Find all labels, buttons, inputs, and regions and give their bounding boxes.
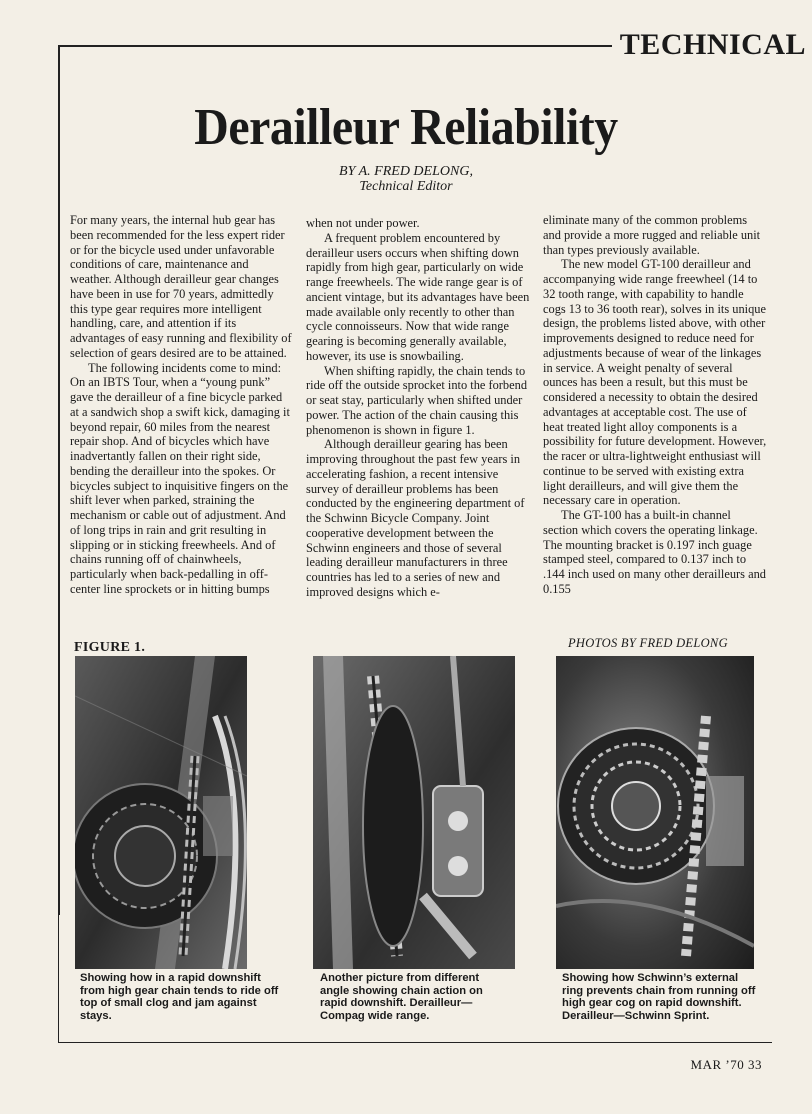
page-folio: MAR ’70 33 <box>690 1057 762 1072</box>
byline-role: Technical Editor <box>359 179 453 194</box>
caption-2: Another picture from different angle showing chain action on rapid downshift. Derailleur—Compag wide range. <box>320 972 483 1022</box>
paragraph: When shifting rapidly, the chain tends to ride off the outside sprocket into the forbend or seat stay, particularly when shifted under power. The action of the chain causing this phenomenon is shown in figure 1. <box>306 363 528 437</box>
paragraph: Although derailleur gearing has been improving throughout the past few years in accelerating fashion, a recent intensive survey of derailleur problems has been conducted by the engineering department of the Schwinn Bicycle Company. Joint cooperative development between the Schwinn engineers and those of several leading derailleur manufacturers in three countries has led to a series of new and improved designs which e- <box>306 437 525 599</box>
paragraph: The following incidents come to mind: On an IBTS Tour, when a “young punk” gave the derailleur of a fine bicycle parked at a sandwich shop a swift kick, damaging it beyond repair, 60 miles from the nearest repair shop. And of bicycles which have inadvertantly fallen on their right side, bending the derailleur into the spokes. Or bicycles subject to inquisitive fingers on the shift lever when parked, straining the mechanism or cable out of adjustment. And of long trips in rain and grit resulting in slipping or in sticking freewheels. And of chains running off of chainwheels, particularly when back-pedalling in off-center line sprockets or in hitting bumps <box>70 360 290 596</box>
paragraph: The new model GT-100 derailleur and accompanying wide range freewheel (14 to 32 tooth range, with capability to handle cogs 13 to 36 tooth rear), solves in its unique design, the problems listed above, with other improvements designed to reduce need for adjustments because of wear of the linkages in service. A weight penalty of several ounces has been a result, but this must be considered a necessity to obtain the desired advantages at acceptable cost. The use of heat treated light alloy components is a possibility for future development. However, the racer or ultra-lightweight enthusiast will continue to be served with existing extra light derailleurs, and will give them the necessary care in operation. <box>543 257 767 508</box>
photo-2-chain-action <box>313 656 515 969</box>
paragraph: when not under power. <box>306 216 420 230</box>
article-title: Derailleur Reliability <box>194 99 618 156</box>
text-column-2 <box>306 216 532 634</box>
text-column-1 <box>70 213 292 631</box>
paragraph: A frequent problem encountered by derailleur users occurs when shifting down rapidly from high gear, particularly on wide range freewheels. The wide range gear is of ancient vintage, but its advantages have been made available only recently to other than cycle connoisseurs. Now that wide range gearing is becoming generally available, however, its use is snowbailing. <box>306 230 530 363</box>
paragraph: For many years, the internal hub gear has been recommended for the less expert rider or for the bicycle used under unfavorable conditions of care, maintenance and weather. Although derailleur gear changes have been in use for 70 years, admittedly this type gear requires more intelligent handling, care, and attention if its advantages of easy running and flexibility of selection of gears desired are to be attained. <box>70 213 292 360</box>
figure-left-rule <box>58 636 59 1042</box>
byline-author: BY A. FRED DELONG, <box>339 164 473 179</box>
photo-3-external-ring <box>556 656 754 969</box>
caption-3: Showing how Schwinn’s external ring prevents chain from running off high gear cog on rapid downshift. Derailleur—Schwinn Sprint. <box>562 972 756 1022</box>
photo-1-chain-jam <box>75 656 247 969</box>
paragraph: The GT-100 has a built-in channel section which covers the operating linkage. The mounting bracket is 0.197 inch guage stamped steel, compared to 0.137 inch to .144 inch used on many other derailleurs and 0.155 <box>543 508 766 596</box>
bottom-rule <box>58 1042 772 1043</box>
byline <box>0 164 812 194</box>
section-tag: TECHNICAL <box>612 30 812 60</box>
figure-label: FIGURE 1. <box>74 640 146 655</box>
text-column-3 <box>543 213 768 631</box>
caption-1: Showing how in a rapid downshift from high gear chain tends to ride off top of small clog and jam against stays. <box>80 972 279 1022</box>
paragraph: eliminate many of the common problems and provide a more rugged and reliable unit than types previously available. <box>543 213 761 257</box>
photo-credit: PHOTOS BY FRED DELONG <box>568 636 728 650</box>
